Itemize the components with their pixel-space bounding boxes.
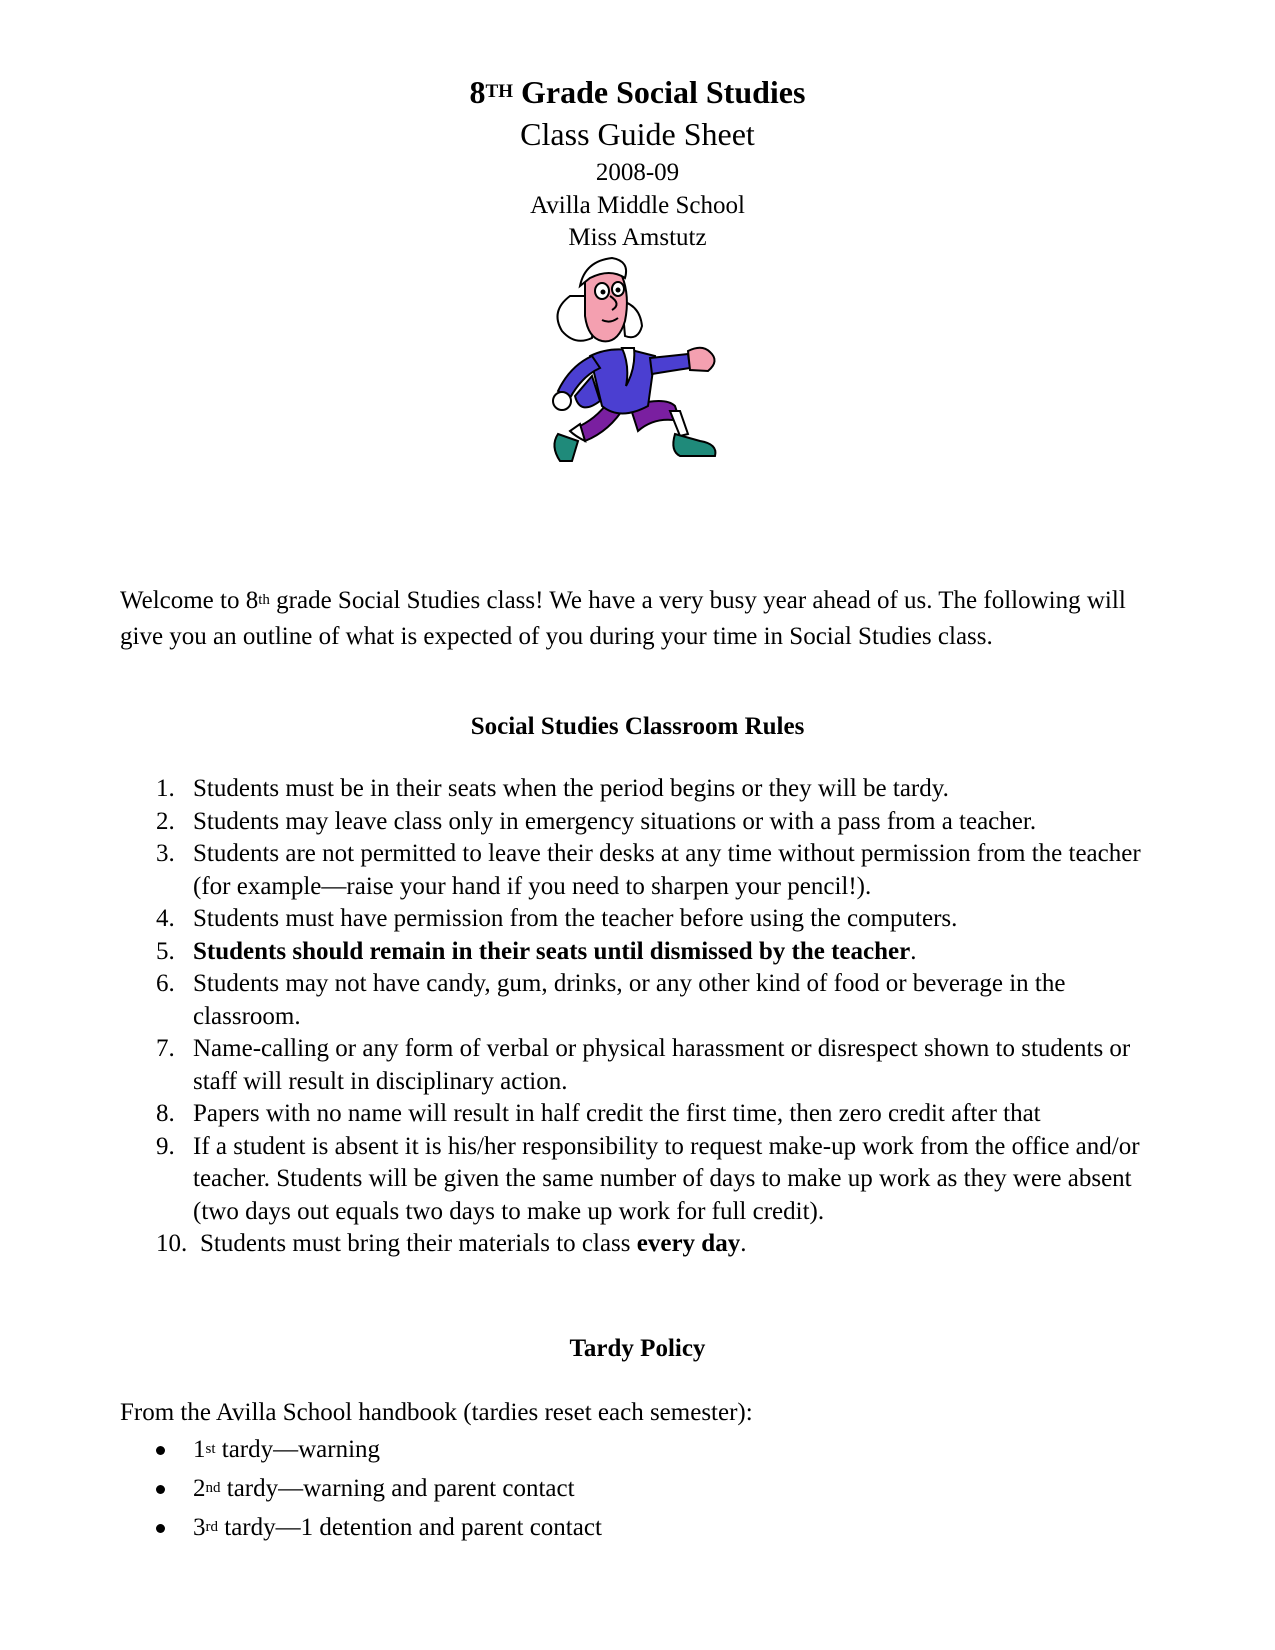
rule-text: Students are not permitted to leave their desks at any time without permission from the teacher (for example—raise your hand if you need to sharpen your pencil!). [193,840,1141,900]
tardy-number: 2 [193,1475,206,1502]
rule-number: 8. [156,1100,175,1127]
rule-number: 10. [156,1230,188,1257]
rule-item [120,1098,1170,1131]
bullet-icon [156,1524,165,1533]
bullet-icon [156,1485,165,1494]
george-washington-cartoon-icon [530,256,730,488]
rule-number: 2. [156,807,175,835]
rule-item [120,1131,1170,1229]
teacher-name: Miss Amstutz [568,224,707,251]
title-superscript: TH [485,81,513,102]
tardy-item [120,1471,1120,1510]
rule-item [120,936,1170,969]
tardy-list [120,1432,1120,1549]
tardy-item [120,1510,1120,1549]
rule-item [120,773,1170,806]
title-number: 8 [469,74,486,110]
rule-item [120,838,1170,903]
tardy-text: tardy—warning and parent contact [220,1475,575,1502]
tardy-ordinal: rd [205,1519,218,1535]
rule-item [120,1033,1170,1098]
rule-text-end: . [740,1230,747,1257]
tardy-policy-heading: Tardy Policy [569,1335,706,1362]
rule-text-bold: Students should remain in their seats until dismissed by the teacher [193,937,911,965]
rule-text: Students may leave class only in emergency situations or with a pass from a teacher. [193,807,1037,835]
tardy-item [120,1432,1120,1471]
rule-number: 6. [156,970,175,997]
rule-text: Students must be in their seats when the period begins or they will be tardy. [193,775,949,802]
rules-heading: Social Studies Classroom Rules [470,713,805,740]
rule-text: If a student is absent it is his/her responsibility to request make-up work from the office and/or teacher. Students will be given the same number of days to make up work as they were absent (two days out equals two days to make up work for full credit). [193,1132,1140,1225]
bullet-icon [156,1446,165,1455]
rule-number: 3. [156,840,175,867]
rule-number: 4. [156,905,175,932]
tardy-ordinal: st [205,1441,216,1457]
rule-number: 5. [156,937,175,965]
title-text: Grade Social Studies [512,74,806,110]
rule-text: Papers with no name will result in half credit the first time, then zero credit after that [193,1100,1041,1127]
rule-number: 9. [156,1132,175,1160]
tardy-ordinal: nd [205,1480,221,1496]
school-year: 2008-09 [595,159,680,186]
rule-item [120,1228,1170,1261]
welcome-text-rest: grade Social Studies class! We have a very busy year ahead of us. The following will give you an outline of what is expected of you during your time in Social Studies class. [120,587,1126,650]
welcome-paragraph [120,585,1150,653]
rule-text-bold: every day [636,1230,741,1257]
tardy-text: tardy—warning [215,1436,381,1463]
tardy-number: 3 [193,1514,206,1541]
school-name: Avilla Middle School [530,192,745,219]
page-title [0,72,1275,118]
rules-list [120,773,1170,1261]
rule-text-start: Students must bring their materials to class [200,1230,637,1257]
rule-number: 1. [156,775,175,802]
tardy-text: tardy—1 detention and parent contact [218,1514,602,1541]
rule-item [120,968,1170,1033]
welcome-text-start: Welcome to 8 [120,587,259,614]
tardy-number: 1 [193,1436,206,1463]
rule-text: Students must have permission from the teacher before using the computers. [193,905,958,932]
rule-item [120,903,1170,936]
page-subtitle: Class Guide Sheet [520,116,755,152]
rule-number: 7. [156,1035,175,1062]
welcome-superscript: th [258,592,270,608]
rule-item [120,806,1170,839]
rule-text: Students may not have candy, gum, drinks, or any other kind of food or beverage in the classroom. [193,970,1066,1030]
tardy-intro: From the Avilla School handbook (tardies reset each semester): [120,1399,753,1426]
rule-text: Name-calling or any form of verbal or physical harassment or disrespect shown to students or staff will result in disciplinary action. [193,1035,1131,1095]
rule-text-end: . [910,937,917,965]
